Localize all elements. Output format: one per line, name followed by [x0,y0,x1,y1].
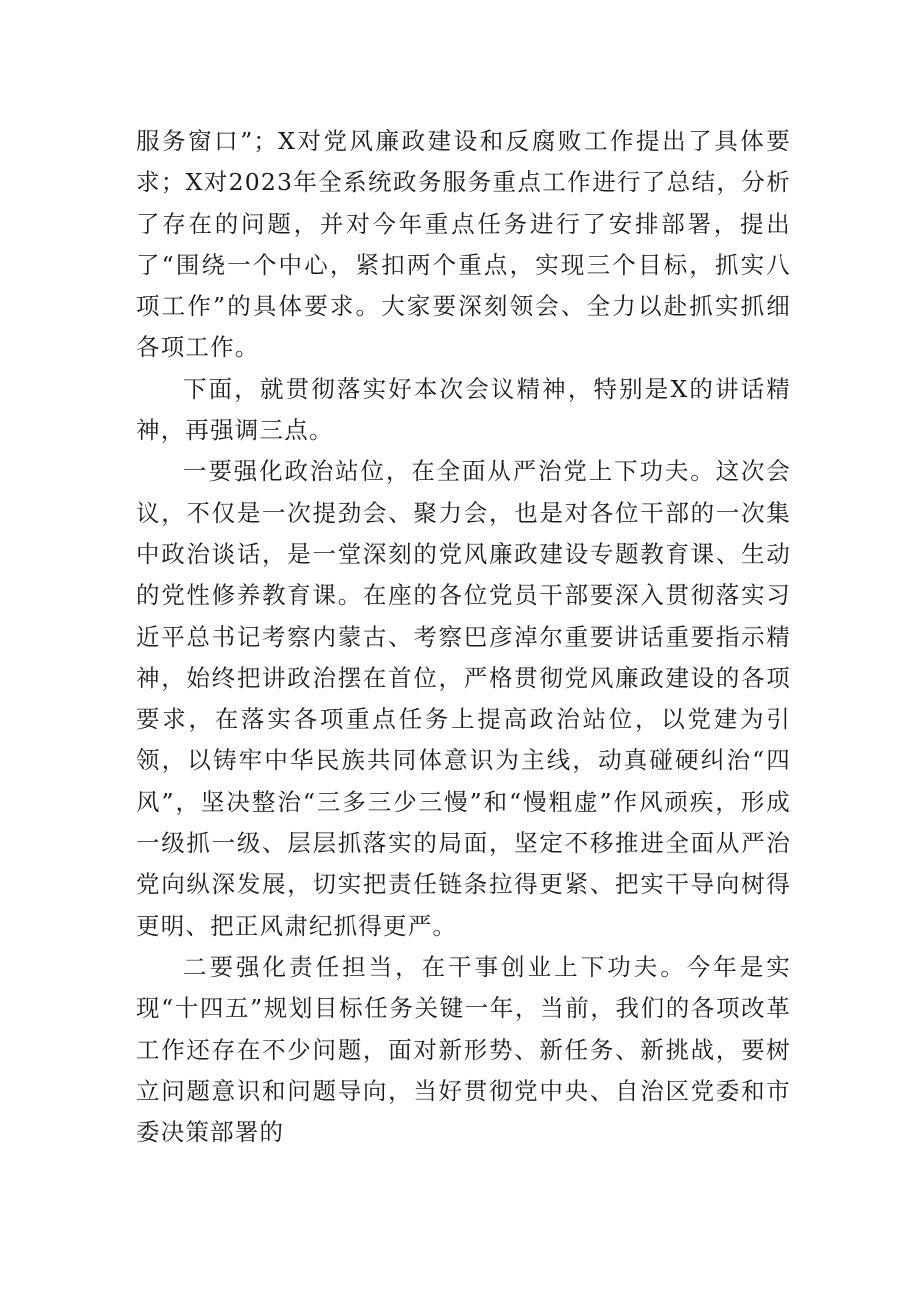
paragraph-transition: 下面，就贯彻落实好本次会议精神，特别是X的讲话精神，再强调三点。 [136,374,791,445]
paragraph-point-two: 二要强化责任担当，在干事创业上下功夫。今年是实现“十四五”规划目标任务关键一年，当前，我们的各项改革工作还存在不少问题，面对新形势、新任务、新挑战，要树立问题意识和问题导向，当好贯彻党中央、自治区党委和市委决策部署的 [136,952,791,1147]
document-body [136,121,791,1153]
paragraph-point-one: 一要强化政治站位，在全面从严治党上下功夫。这次会议，不仅是一次提劲会、聚力会，也是对各位干部的一次集中政治谈话，是一堂深刻的党风廉政建设专题教育课、生动的党性修养教育课。在座的各位党员干部要深入贯彻落实习近平总书记考察内蒙古、考察巴彦淖尔重要讲话重要指示精神，始终把讲政治摆在首位，严格贯彻党风廉政建设的各项要求，在落实各项重点任务上提高政治站位，以党建为引领，以铸牢中华民族共同体意识为主线，动真碰硬纠治“四风”，坚决整治“三多三少三慢”和“慢粗虚”作风顽疾，形成一级抓一级、层层抓落实的局面，坚定不移推进全面从严治党向纵深发展，切实把责任链条拉得更紧、把实干导向树得更明、把正风肃纪抓得更严。 [136,457,791,940]
paragraph-intro-continuation: 服务窗口”；X对党风廉政建设和反腐败工作提出了具体要求；X对2023年全系统政务服务重点工作进行了总结，分析了存在的问题，并对今年重点任务进行了安排部署，提出了“围绕一个中心，紧扣两个重点，实现三个目标，抓实八项工作”的具体要求。大家要深刻领会、全力以赴抓实抓细各项工作。 [136,127,791,362]
